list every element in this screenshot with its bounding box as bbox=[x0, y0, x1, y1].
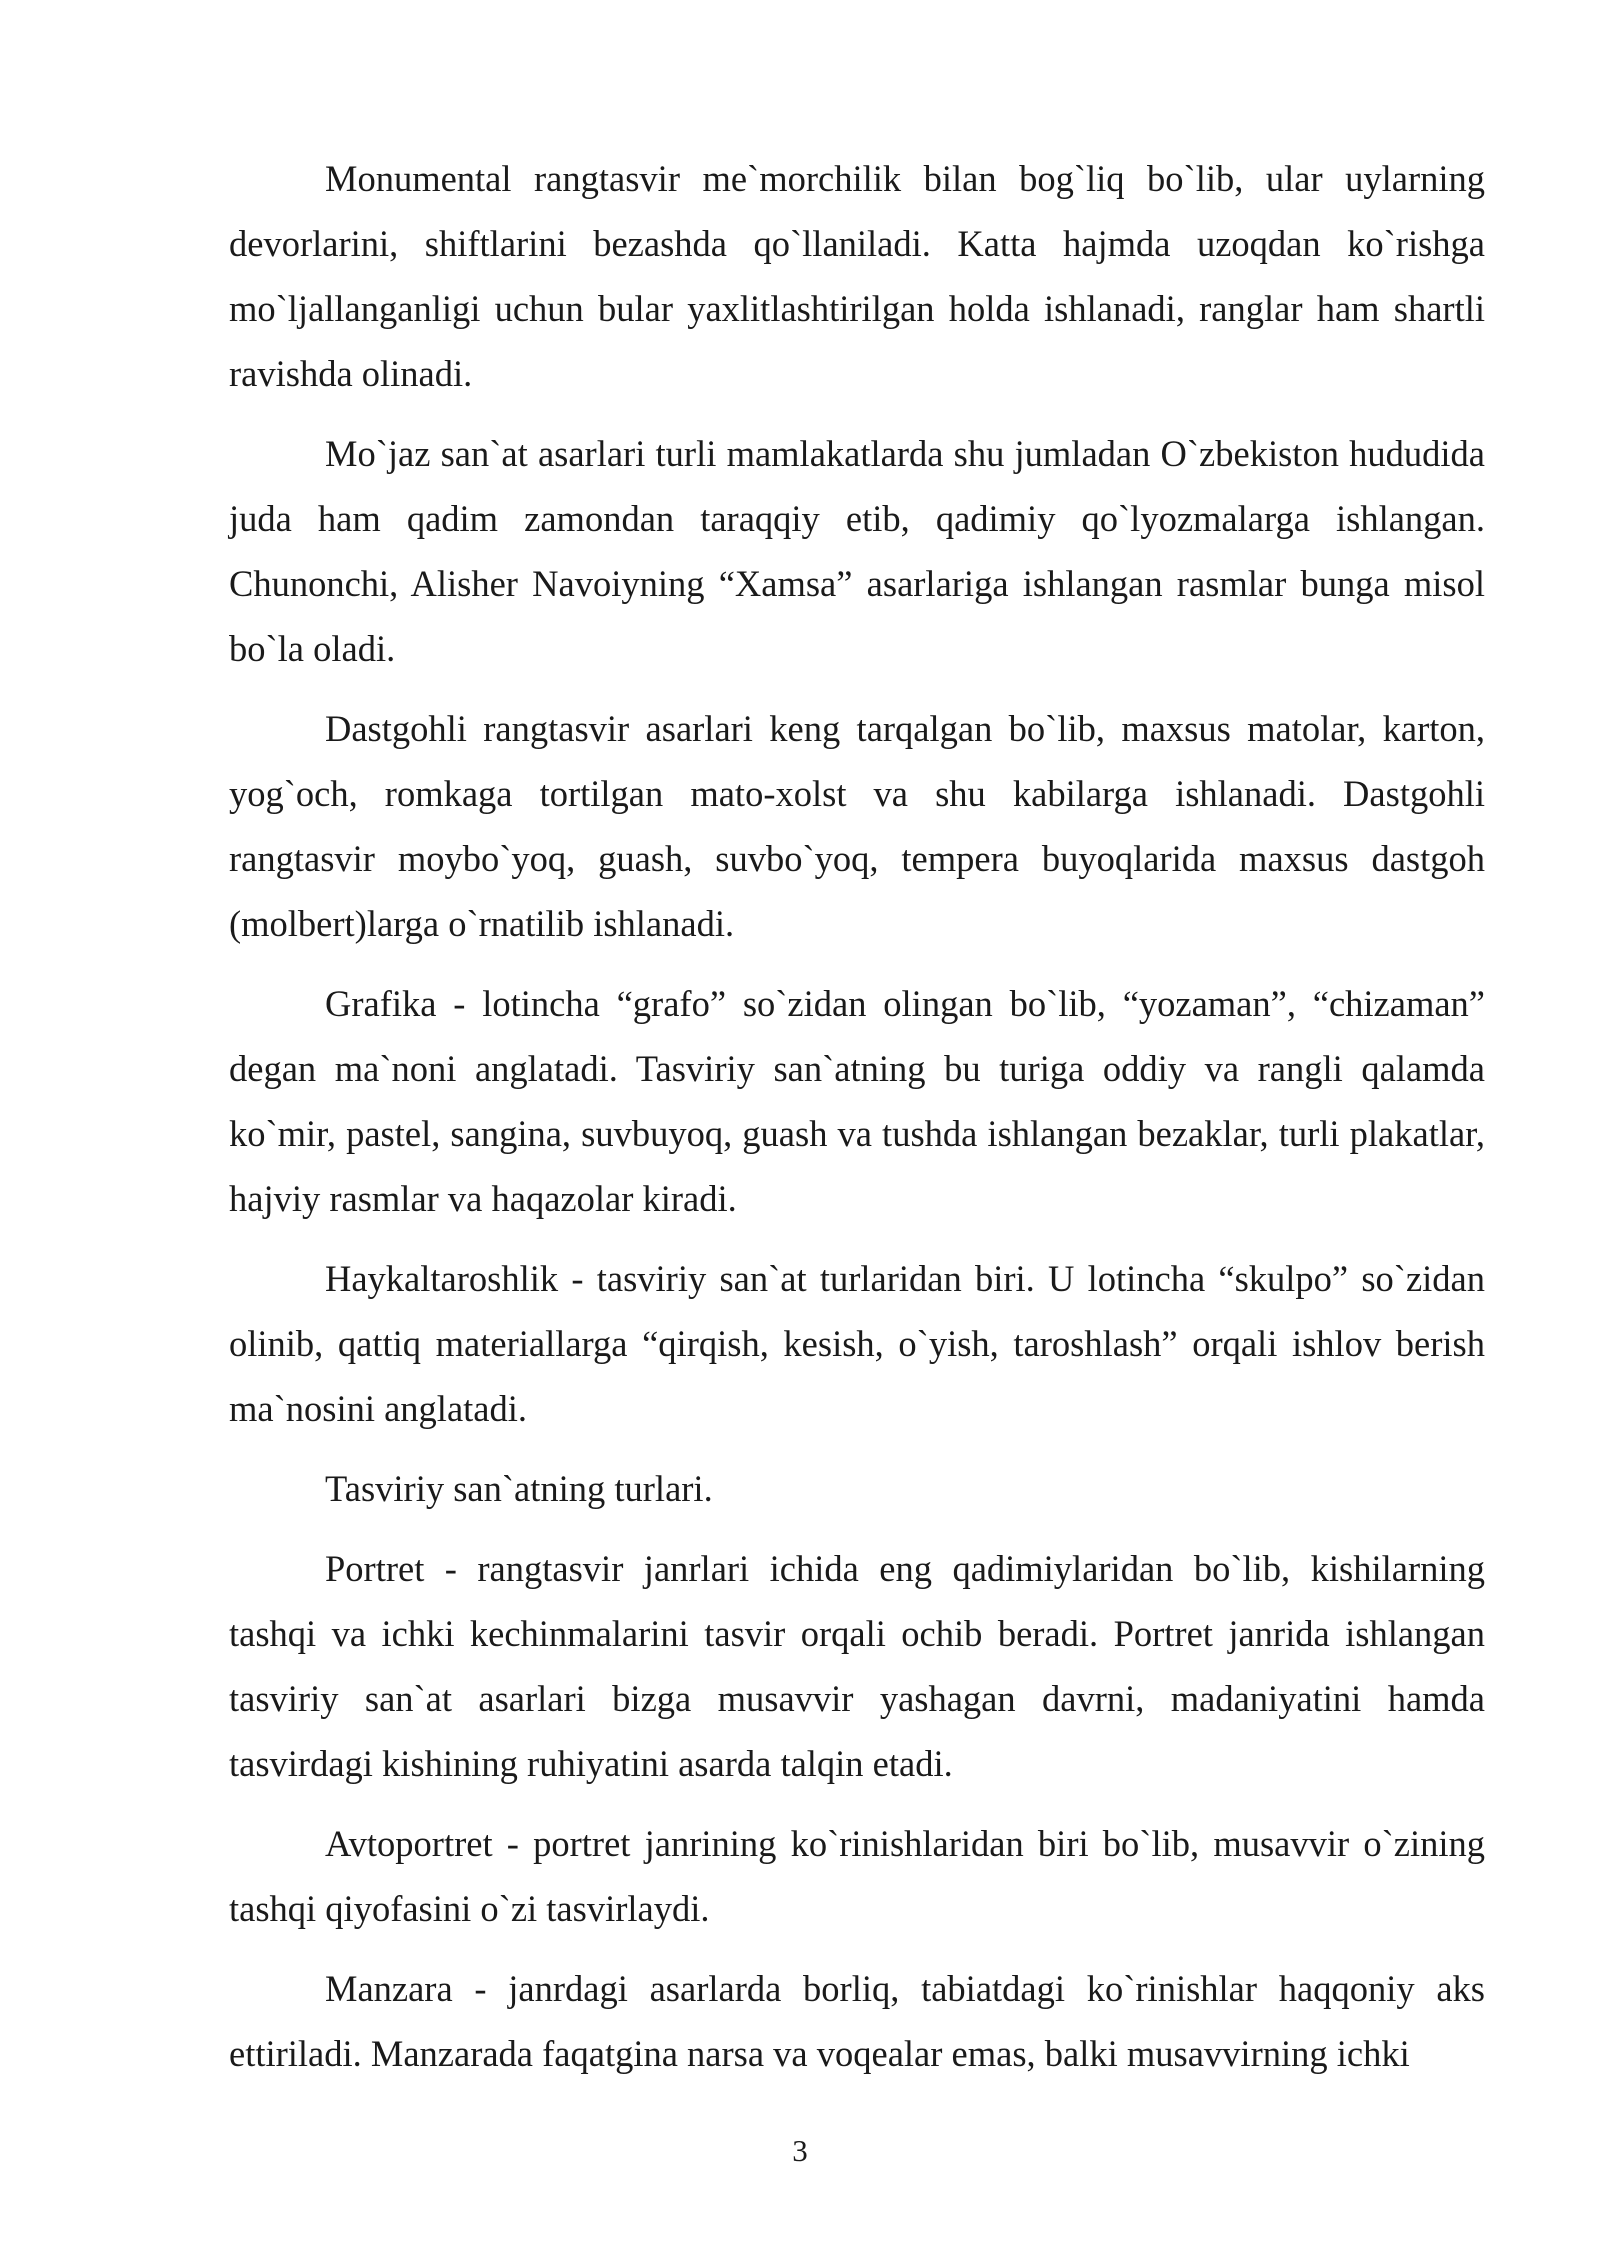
paragraph-graphics: Grafika - lotincha “grafo” so`zidan olingan bo`lib, “yozaman”, “chizaman” degan ma`noni anglatadi. Tasviriy san`atning bu turiga oddiy va rangli qalamda ko`mir, pastel, sangina, suvbuyoq, guash va tushda ishlangan bezaklar, turli plakatlar, hajviy rasmlar va haqazolar kiradi. bbox=[229, 983, 1485, 1219]
paragraph-monumental-painting: Monumental rangtasvir me`morchilik bilan bog`liq bo`lib, ular uylarning devorlarini, shiftlarini bezashda qo`llaniladi. Katta hajmda uzoqdan ko`rishga mo`ljallanganligi uchun bular yaxlitlashtirilgan holda ishlanadi, ranglar ham shartli ravishda olinadi. bbox=[229, 158, 1485, 394]
paragraph-landscape: Manzara - janrdagi asarlarda borliq, tabiatdagi ko`rinishlar haqqoniy aks ettiriladi. Manzarada faqatgina narsa va voqealar emas, balki musavvirning ichki bbox=[229, 1968, 1485, 2074]
page-number: 3 bbox=[792, 2133, 808, 2168]
paragraph-self-portrait: Avtoportret - portret janrining ko`rinishlaridan biri bo`lib, musavvir o`zining tashqi qiyofasini o`zi tasvirlaydi. bbox=[229, 1823, 1485, 1929]
paragraph-section-heading: Tasviriy san`atning turlari. bbox=[325, 1468, 713, 1509]
paragraph-easel-painting: Dastgohli rangtasvir asarlari keng tarqalgan bo`lib, maxsus matolar, karton, yog`och, romkaga tortilgan mato-xolst va shu kabilarga ishlanadi. Dastgohli rangtasvir moybo`yoq, guash, suvbo`yoq, tempera buyoqlarida maxsus dastgoh (molbert)larga o`rnatilib ishlanadi. bbox=[229, 708, 1485, 944]
body-text bbox=[229, 146, 1485, 2101]
paragraph-sculpture: Haykaltaroshlik - tasviriy san`at turlaridan biri. U lotincha “skulpo” so`zidan olinib, qattiq materiallarga “qirqish, kesish, o`yish, taroshlash” orqali ishlov berish ma`nosini anglatadi. bbox=[229, 1258, 1485, 1429]
paragraph-portrait: Portret - rangtasvir janrlari ichida eng qadimiylaridan bo`lib, kishilarning tashqi va ichki kechinmalarini tasvir orqali ochib beradi. Portret janrida ishlangan tasviriy san`at asarlari bizga musavvir yashagan davrni, madaniyatini hamda tasvirdagi kishining ruhiyatini asarda talqin etadi. bbox=[229, 1548, 1485, 1784]
paragraph-miniature-art: Mo`jaz san`at asarlari turli mamlakatlarda shu jumladan O`zbekiston hududida juda ham qadim zamondan taraqqiy etib, qadimiy qo`lyozmalarga ishlangan. Chunonchi, Alisher Navoiyning “Xamsa” asarlariga ishlangan rasmlar bunga misol bo`la oladi. bbox=[229, 433, 1485, 669]
